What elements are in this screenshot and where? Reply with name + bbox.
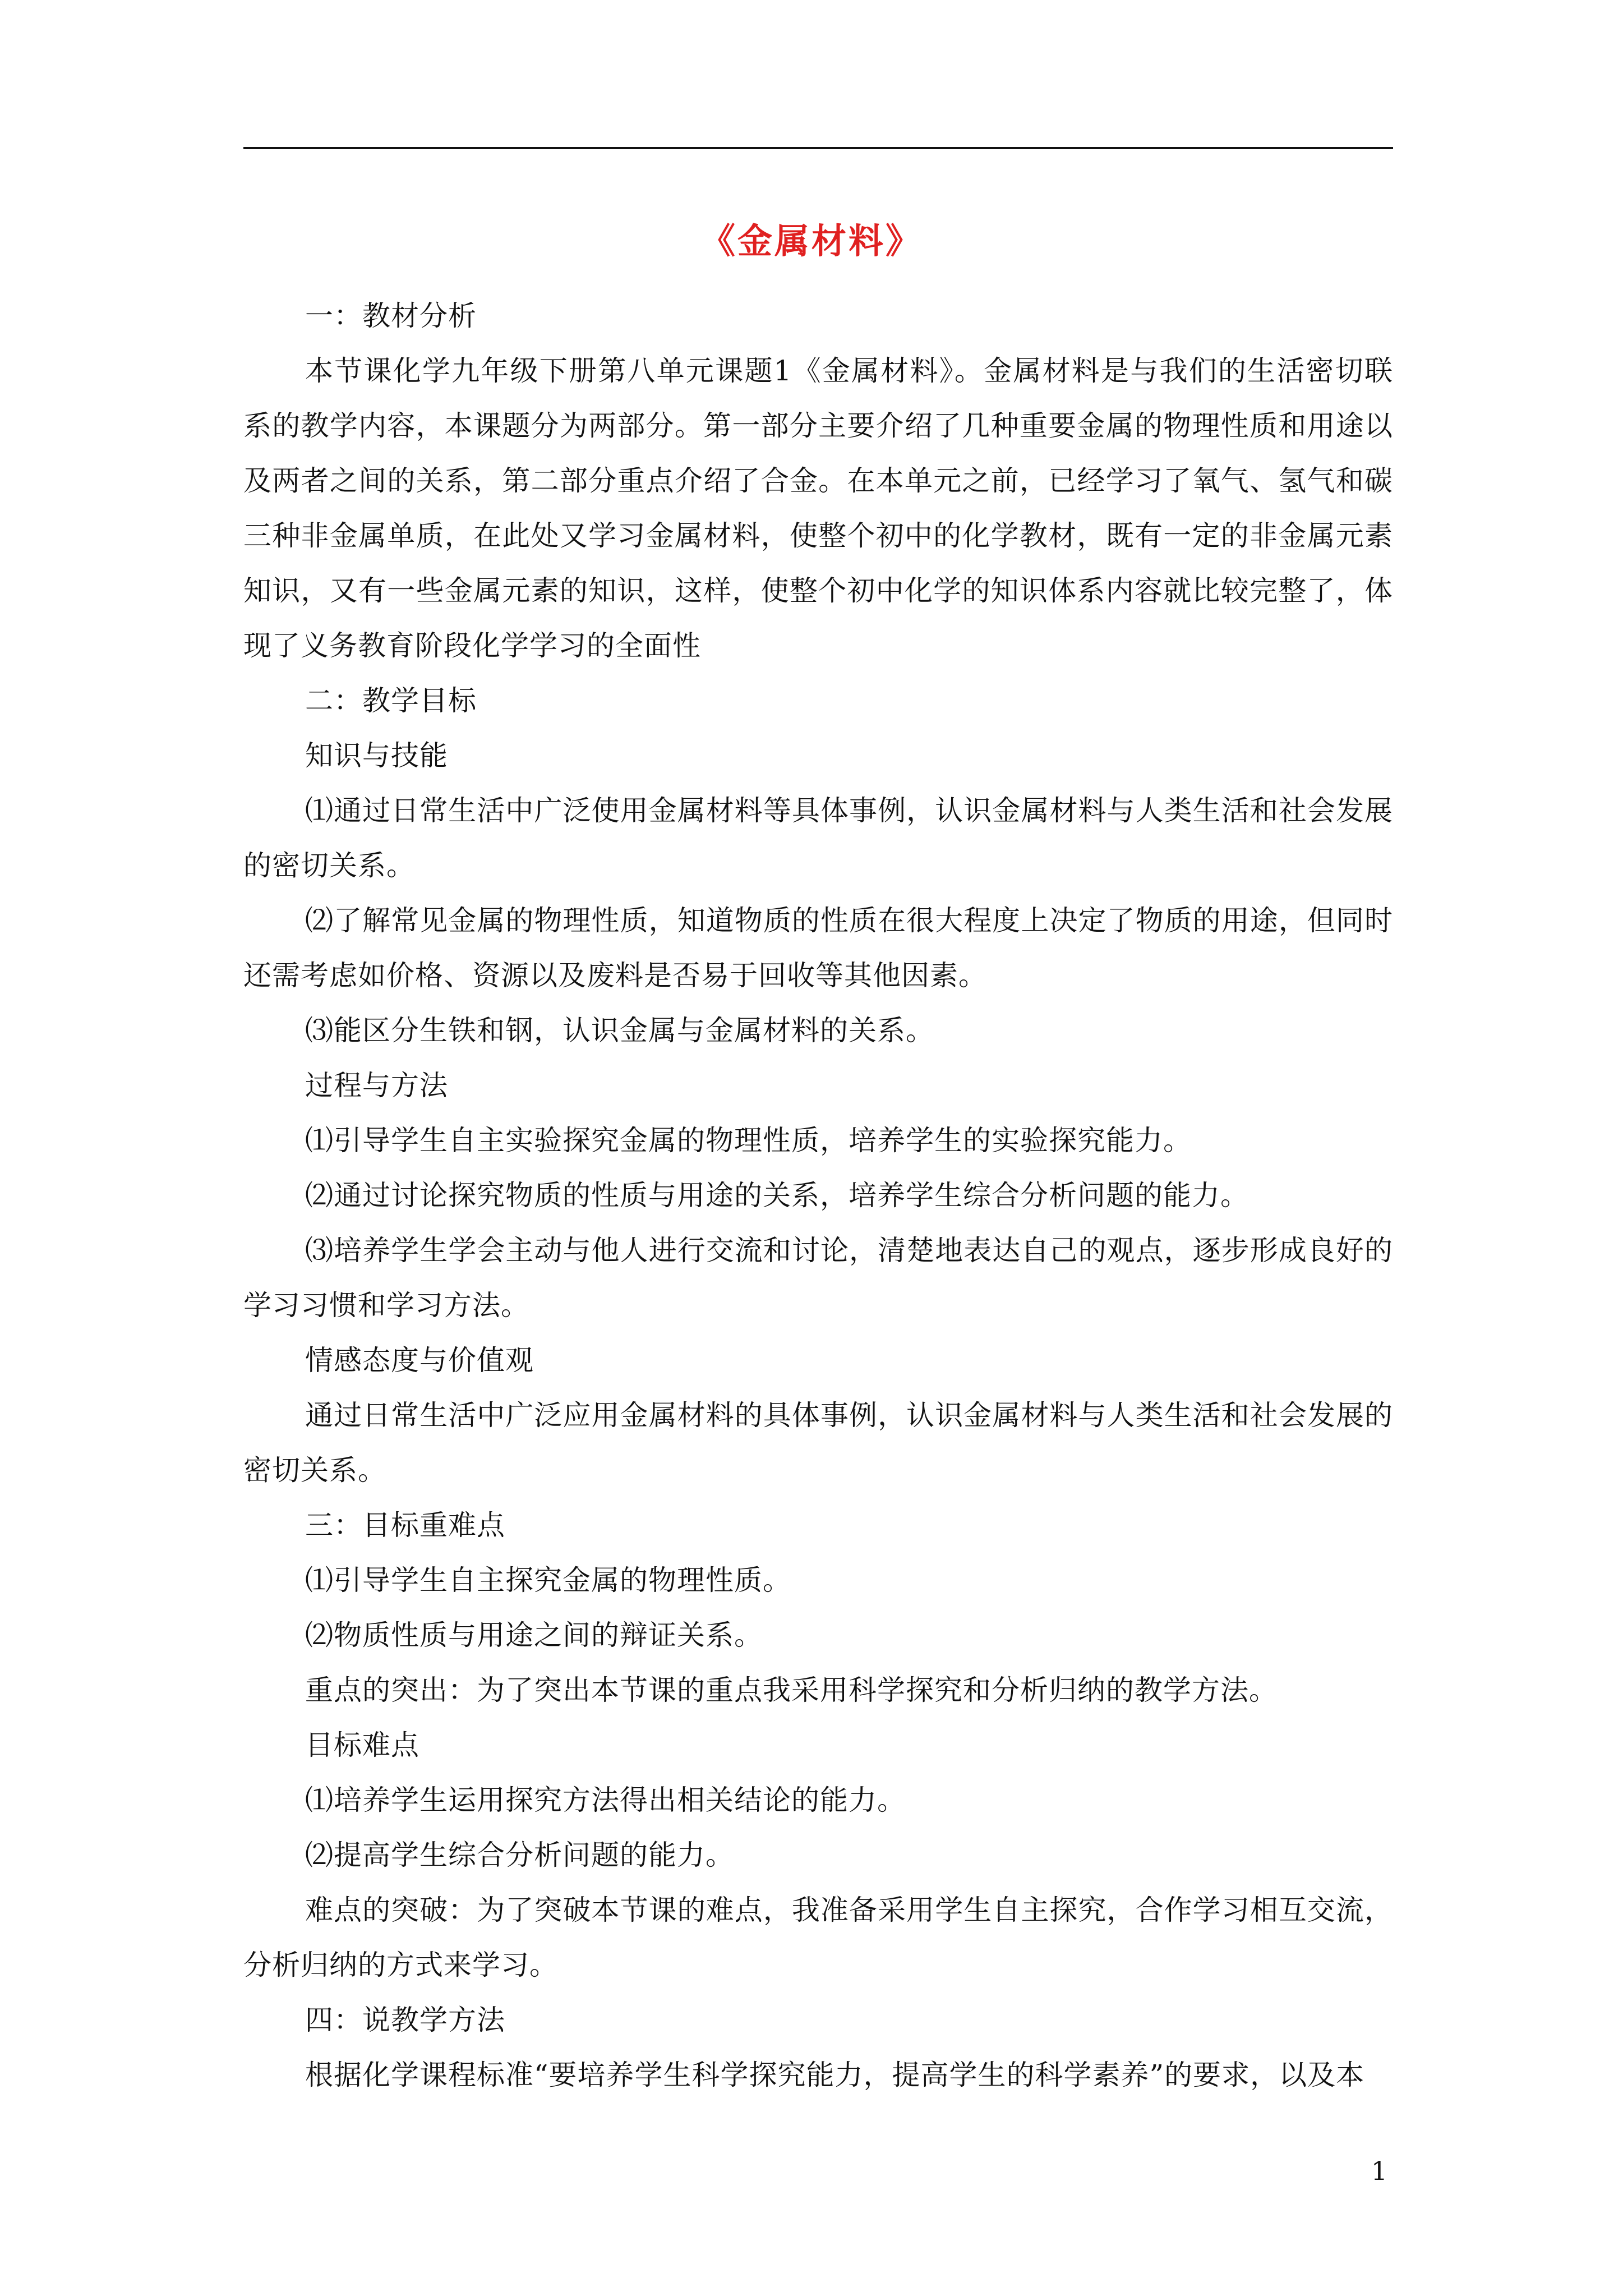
document-title: 《金属材料》 [700,220,923,261]
list-item: ⑵提高学生综合分析问题的能力。 [305,1839,734,1871]
list-item: ⑵了解常见金属的物理性质，知道物质的性质在很大程度上决定了物质的用途，但同时还需考虑如价格、资源以及废料是否易于回收等其他因素。 [243,904,1393,992]
section-heading-teaching-methods: 四：说教学方法 [305,2004,505,2036]
list-item: ⑴通过日常生活中广泛使用金属材料等具体事例，认识金属材料与人类生活和社会发展的密切关系。 [243,794,1393,882]
subheading-attitude-values: 情感态度与价值观 [305,1344,534,1377]
page-number: 1 [1371,2156,1387,2186]
subheading-knowledge-skills: 知识与技能 [305,739,448,772]
list-item: ⑶能区分生铁和钢，认识金属与金属材料的关系。 [305,1014,934,1047]
section-heading-teaching-goals: 二：教学目标 [305,684,477,717]
list-item: ⑶培养学生学会主动与他人进行交流和讨论，清楚地表达自己的观点，逐步形成良好的学习习惯和学习方法。 [243,1234,1393,1322]
paragraph-attitude-values: 通过日常生活中广泛应用金属材料的具体事例，认识金属材料与人类生活和社会发展的密切关系。 [243,1399,1393,1487]
header-rule [243,147,1393,149]
paragraph-key-point-highlight: 重点的突出：为了突出本节课的重点我采用科学探究和分析归纳的教学方法。 [305,1674,1278,1706]
subheading-process-method: 过程与方法 [305,1069,448,1102]
paragraph-difficulty-breakthrough: 难点的突破：为了突破本节课的难点，我准备采用学生自主探究，合作学习相互交流，分析归纳的方式来学习。 [243,1894,1393,1981]
document-body [243,288,1393,2102]
list-item: ⑴引导学生自主实验探究金属的物理性质，培养学生的实验探究能力。 [305,1124,1192,1157]
list-item: ⑵通过讨论探究物质的性质与用途的关系，培养学生综合分析问题的能力。 [305,1179,1249,1212]
subheading-difficult-points: 目标难点 [305,1729,419,1761]
section-heading-key-difficult-points: 三：目标重难点 [305,1509,505,1542]
list-item: ⑵物质性质与用途之间的辩证关系。 [305,1619,763,1651]
list-item: ⑴引导学生自主探究金属的物理性质。 [305,1564,791,1596]
paragraph-textbook-analysis: 本节课化学九年级下册第八单元课题1《金属材料》。金属材料是与我们的生活密切联系的教学内容，本课题分为两部分。第一部分主要介绍了几种重要金属的物理性质和用途以及两者之间的关系，第二部分重点介绍了合金。在本单元之前，已经学习了氧气、氢气和碳三种非金属单质，在此处又学习金属材料，使整个初中的化学教材，既有一定的非金属元素知识，又有一些金属元素的知识，这样，使整个初中化学的知识体系内容就比较完整了，体现了义务教育阶段化学学习的全面性 [243,355,1393,662]
list-item: ⑴培养学生运用探究方法得出相关结论的能力。 [305,1784,906,1816]
paragraph-teaching-methods: 根据化学课程标准“要培养学生科学探究能力，提高学生的科学素养”的要求，以及本 [305,2059,1365,2091]
section-heading-textbook-analysis: 一：教材分析 [305,300,477,332]
